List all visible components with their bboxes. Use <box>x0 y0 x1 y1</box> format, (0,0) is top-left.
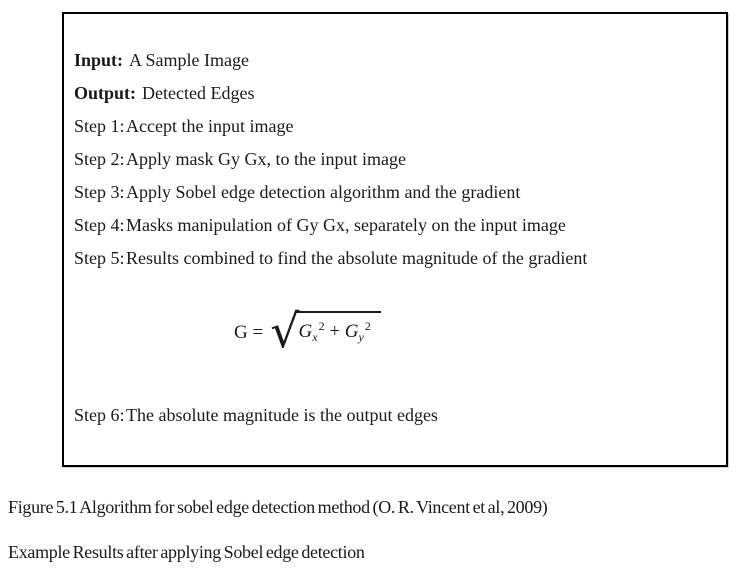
step-line-6 <box>74 399 710 432</box>
term1-subscript: x <box>312 330 318 344</box>
step-3-text: Apply Sobel edge detection algorithm and the gradient <box>126 182 521 202</box>
input-label: Input: <box>74 50 124 70</box>
input-line <box>74 44 710 77</box>
step-3-label: Step 3: <box>74 182 125 202</box>
step-2-label: Step 2: <box>74 149 125 169</box>
output-label: Output: <box>74 83 137 103</box>
output-line <box>74 77 710 110</box>
term2-superscript: 2 <box>364 319 371 333</box>
output-text: Detected Edges <box>142 83 255 103</box>
step-2-text: Apply mask Gy Gx, to the input image <box>126 149 406 169</box>
step-line-2 <box>74 143 710 176</box>
term1-base: G <box>298 321 313 342</box>
gradient-magnitude-formula <box>234 304 710 359</box>
step-6-text: The absolute magnitude is the output edges <box>126 405 438 425</box>
term1-superscript: 2 <box>318 319 325 333</box>
step-4-label: Step 4: <box>74 215 125 235</box>
algorithm-figure-box <box>62 12 728 467</box>
example-results-caption: Example Results after applying Sobel edge detection <box>8 542 365 562</box>
step-5-label: Step 5: <box>74 248 125 268</box>
term2-subscript: y <box>358 330 364 344</box>
term2-base: G <box>344 321 359 342</box>
formula-radicand <box>296 311 381 345</box>
step-line-5 <box>74 242 710 275</box>
step-4-text: Masks manipulation of Gy Gx, separately on the input image <box>126 215 566 235</box>
step-line-4 <box>74 209 710 242</box>
step-line-3 <box>74 176 710 209</box>
step-line-1 <box>74 110 710 143</box>
square-root-expression <box>270 304 381 358</box>
step-1-label: Step 1: <box>74 116 125 136</box>
step-5-text: Results combined to find the absolute magnitude of the gradient <box>126 248 588 268</box>
step-6-label: Step 6: <box>74 405 125 425</box>
input-text: A Sample Image <box>129 50 250 70</box>
radical-sign-icon: √ <box>270 304 300 358</box>
formula-plus-operator: + <box>329 321 341 342</box>
figure-caption: Figure 5.1 Algorithm for sobel edge detection method (O. R. Vincent et al, 2009) <box>8 497 548 517</box>
formula-lhs: G = <box>234 322 264 343</box>
step-1-text: Accept the input image <box>126 116 294 136</box>
